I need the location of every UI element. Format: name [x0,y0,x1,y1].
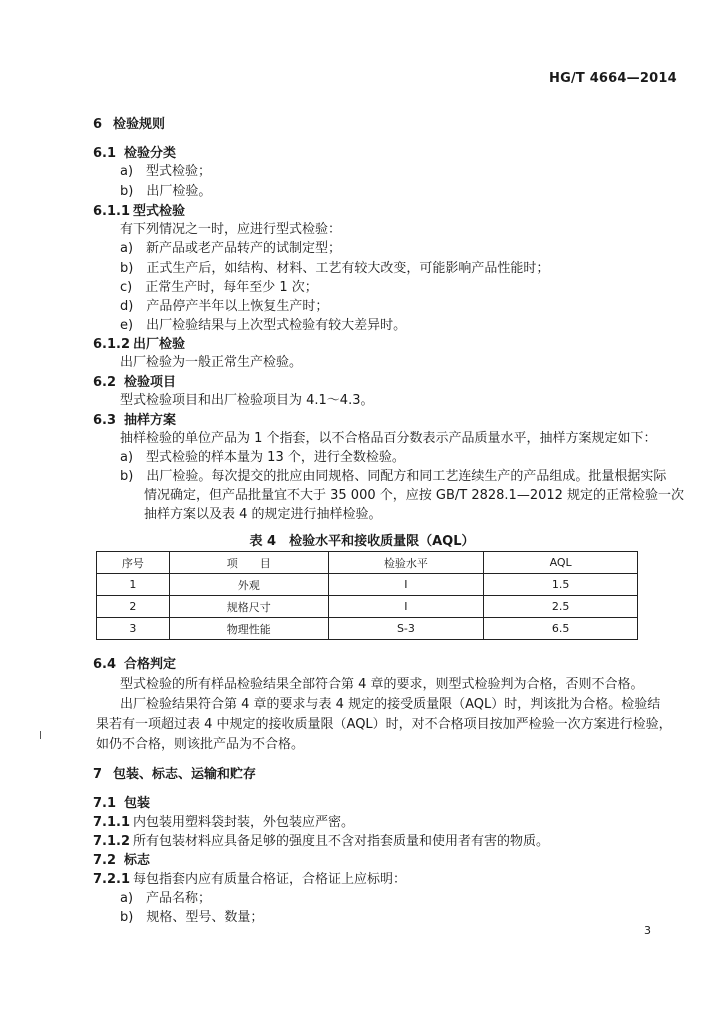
clause-7-1-1-text: 内包装用塑料袋封装，外包装应严密。 [133,815,355,830]
clause-7-2-1-text: 每包指套内应有质量合格证，合格证上应标明： [133,872,407,887]
column-header-seq: 序号 [97,552,170,574]
section-7-title: 包装、标志、运输和贮存 [113,767,257,782]
clause-6-2-heading [93,375,176,391]
clause-7-2-number: 7.2 [93,853,117,868]
cell-level: I [328,574,484,596]
clause-6-3-item-b-line1: b) 出厂检验。每次提交的批应由同规格、同配方和同工艺连续生产的产品组成。批量根据实际 [120,469,667,484]
column-header-item: 项 目 [169,552,328,574]
cell-item: 外观 [169,574,328,596]
table-header-row [97,552,638,574]
cell-seq: 3 [97,618,170,640]
cell-aql: 6.5 [484,618,638,640]
clause-6-4-number: 6.4 [93,657,117,672]
clause-6-1-1-item-b: b) 正式生产后，如结构、材料、工艺有较大改变，可能影响产品性能时； [120,261,550,276]
section-7-heading [93,767,256,783]
table-row [97,596,638,618]
cell-level: S-3 [328,618,484,640]
clause-6-1-2-number: 6.1.2 [93,337,131,352]
table-row [97,618,638,640]
clause-6-1-item-a: a) 型式检验； [120,164,212,179]
clause-7-2-1 [93,872,406,888]
clause-7-2-title: 标志 [124,853,151,868]
cell-seq: 1 [97,574,170,596]
clause-6-1-1-item-a: a) 新产品或老产品转产的试制定型； [120,241,342,256]
clause-7-2-1-item-b: b) 规格、型号、数量； [120,910,264,925]
clause-6-1-title: 检验分类 [124,146,177,161]
column-header-level: 检验水平 [328,552,484,574]
clause-6-3-intro: 抽样检验的单位产品为 1 个指套，以不合格品百分数表示产品质量水平，抽样方案规定如下： [120,431,657,446]
column-header-aql: AQL [484,552,638,574]
clause-7-1-heading [93,796,150,812]
section-6-number: 6 [93,117,103,132]
clause-7-2-1-number: 7.2.1 [93,872,131,887]
section-6-title: 检验规则 [113,117,166,132]
clause-6-1-1-title: 型式检验 [133,204,186,219]
clause-6-4-para-1: 型式检验的所有样品检验结果全部符合第 4 章的要求，则型式检验判为合格，否则不合格。 [120,677,644,692]
section-6-heading [93,117,165,133]
clause-6-4-heading [93,657,176,673]
clause-7-1-2-text: 所有包装材料应具备足够的强度且不含对指套质量和使用者有害的物质。 [133,834,550,849]
cell-aql: 2.5 [484,596,638,618]
clause-6-2-text: 型式检验项目和出厂检验项目为 4.1～4.3。 [120,393,374,408]
clause-6-1-1-heading [93,204,185,220]
clause-6-4-para-2-line2: 果若有一项超过表 4 中规定的接收质量限（AQL）时，对不合格项目按加严检验一次方案进行检验， [96,717,672,732]
clause-6-2-number: 6.2 [93,375,117,390]
clause-6-1-2-heading [93,337,185,353]
clause-7-2-1-item-a: a) 产品名称； [120,891,212,906]
clause-7-1-1 [93,815,354,831]
clause-7-1-2-number: 7.1.2 [93,834,131,849]
clause-7-1-1-number: 7.1.1 [93,815,131,830]
clause-6-1-1-item-d: d) 产品停产半年以上恢复生产时； [120,299,329,314]
cell-seq: 2 [97,596,170,618]
table-4-caption: 表 4 检验水平和接收质量限（AQL） [249,534,475,549]
clause-6-4-para-2-line3: 如仍不合格，则该批产品为不合格。 [96,737,305,752]
page-number: 3 [644,924,651,937]
clause-6-3-heading [93,413,176,429]
section-7-number: 7 [93,767,103,782]
cell-item: 规格尺寸 [169,596,328,618]
clause-6-2-title: 检验项目 [124,375,177,390]
clause-7-1-2 [93,834,549,850]
clause-7-1-title: 包装 [124,796,151,811]
cell-item: 物理性能 [169,618,328,640]
clause-6-4-para-2-line1: 出厂检验结果符合第 4 章的要求与表 4 规定的接受质量限（AQL）时，判该批为合格。检验结 [120,697,661,712]
aql-table [96,551,638,640]
standard-number: HG/T 4664—2014 [549,71,677,86]
clause-6-1-1-item-c: c) 正常生产时，每年至少 1 次； [120,280,318,295]
clause-6-1-1-number: 6.1.1 [93,204,131,219]
clause-6-1-1-item-e: e) 出厂检验结果与上次型式检验有较大差异时。 [120,318,407,333]
clause-6-3-title: 抽样方案 [124,413,177,428]
clause-6-1-1-intro: 有下列情况之一时，应进行型式检验： [120,222,342,237]
clause-6-1-item-b: b) 出厂检验。 [120,184,212,199]
scan-mark [40,731,41,739]
cell-aql: 1.5 [484,574,638,596]
clause-6-1-2-title: 出厂检验 [133,337,186,352]
cell-level: I [328,596,484,618]
clause-6-1-number: 6.1 [93,146,117,161]
clause-6-4-title: 合格判定 [124,657,177,672]
clause-7-1-number: 7.1 [93,796,117,811]
clause-7-2-heading [93,853,150,869]
clause-6-3-item-b-line3: 抽样方案以及表 4 的规定进行抽样检验。 [144,507,382,522]
clause-6-1-heading [93,146,176,162]
clause-6-3-item-b-line2: 情况确定，但产品批量宜不大于 35 000 个，应按 GB/T 2828.1—2012 规定的正常检验一次 [144,488,685,503]
clause-6-3-number: 6.3 [93,413,117,428]
clause-6-1-2-text: 出厂检验为一般正常生产检验。 [120,355,303,370]
clause-6-3-item-a: a) 型式检验的样本量为 13 个，进行全数检验。 [120,450,405,465]
table-row [97,574,638,596]
